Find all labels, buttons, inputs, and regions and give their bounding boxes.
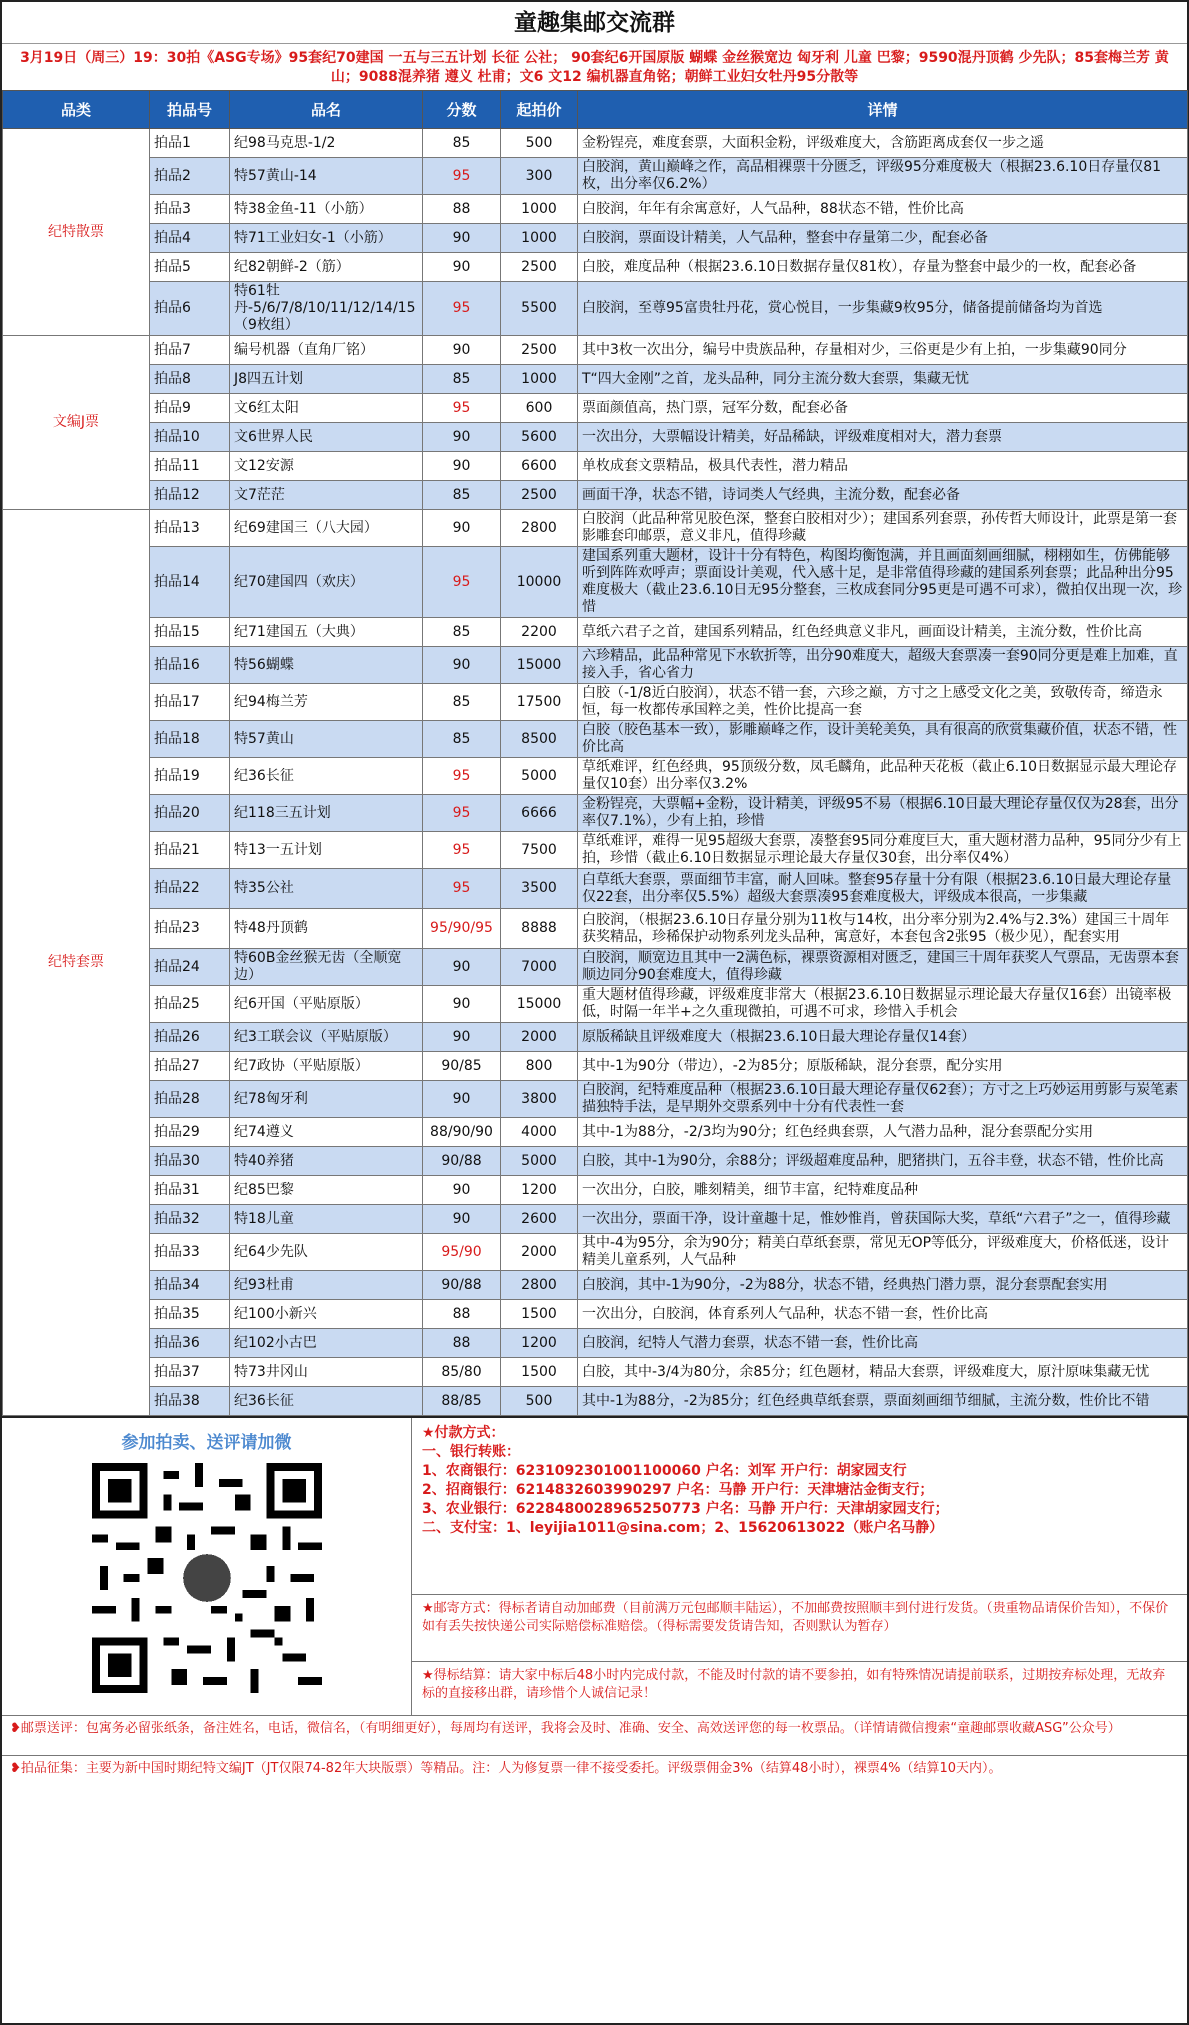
lot-cell: 拍品17 <box>150 684 230 721</box>
score-cell: 90 <box>423 336 501 365</box>
name-cell: 特13一五计划 <box>230 832 423 869</box>
detail-cell: 其中-1为88分，-2/3均为90分；红色经典套票，人气潜力品种，混分套票配分实用 <box>578 1118 1188 1147</box>
detail-cell: 票面颜值高，热门票，冠军分数，配套必备 <box>578 394 1188 423</box>
score-cell: 90/88 <box>423 1271 501 1300</box>
price-cell: 2200 <box>501 618 578 647</box>
lot-cell: 拍品25 <box>150 986 230 1023</box>
lot-cell: 拍品3 <box>150 195 230 224</box>
name-cell: 纪94梅兰芳 <box>230 684 423 721</box>
lot-cell: 拍品5 <box>150 253 230 282</box>
price-cell: 3800 <box>501 1081 578 1118</box>
lot-cell: 拍品29 <box>150 1118 230 1147</box>
table-row <box>3 423 1188 452</box>
price-cell: 7500 <box>501 832 578 869</box>
price-cell: 2000 <box>501 1234 578 1271</box>
detail-cell: 金粉锃亮，大票幅+金粉，设计精美，评级95不易（根据6.10日最大理论存量仅仅为28套，出分率仅7.1%），少有上拍，珍惜 <box>578 795 1188 832</box>
table-row <box>3 1358 1188 1387</box>
name-cell: 特73井冈山 <box>230 1358 423 1387</box>
detail-cell: 一次出分，白胶，雕刻精美，细节丰富，纪特难度品种 <box>578 1176 1188 1205</box>
lot-cell: 拍品20 <box>150 795 230 832</box>
price-cell: 500 <box>501 1387 578 1416</box>
lot-cell: 拍品2 <box>150 158 230 195</box>
price-cell: 2600 <box>501 1205 578 1234</box>
name-cell: 特38金鱼-11（小筋） <box>230 195 423 224</box>
price-cell: 1200 <box>501 1329 578 1358</box>
table-row <box>3 365 1188 394</box>
lot-cell: 拍品18 <box>150 721 230 758</box>
table-row <box>3 1300 1188 1329</box>
score-cell: 90/88 <box>423 1147 501 1176</box>
score-cell: 88 <box>423 1300 501 1329</box>
price-cell: 4000 <box>501 1118 578 1147</box>
detail-cell: 金粉锃亮，难度套票，大面积金粉，评级难度大，含筋距离成套仅一步之遥 <box>578 129 1188 158</box>
detail-cell: 草纸难评，红色经典，95顶级分数，凤毛麟角，此品种天花板（截止6.10日数据显示最大理论存量仅10套）出分率仅3.2% <box>578 758 1188 795</box>
name-cell: 纪93杜甫 <box>230 1271 423 1300</box>
detail-cell: 白胶，其中-3/4为80分，余85分；红色题材，精品大套票，评级难度大，原汁原味集藏无忧 <box>578 1358 1188 1387</box>
score-cell: 95 <box>423 282 501 336</box>
price-cell: 8500 <box>501 721 578 758</box>
table-header-row <box>3 91 1188 129</box>
name-cell: 特35公社 <box>230 869 423 909</box>
payment-line: 二、支付宝：1、leyijia1011@sina.com；2、15620613022（账户名马静） <box>422 1520 944 1536</box>
name-cell: 特40养猪 <box>230 1147 423 1176</box>
score-cell: 90 <box>423 224 501 253</box>
price-cell: 1500 <box>501 1300 578 1329</box>
detail-cell: 白草纸大套票，票面细节丰富，耐人回味。整套95存量十分有限（根据23.6.10日最大理论存量仅22套，出分率仅5.5%）超级大套票凑95套难度极大，评级成本很高，一步集藏 <box>578 869 1188 909</box>
table-row <box>3 510 1188 547</box>
detail-cell: 建国系列重大题材，设计十分有特色，构图均衡饱满，并且画面刻画细腻，栩栩如生，仿佛能够听到阵阵欢呼声；票面设计美观，代入感十足，是非常值得珍藏的建国系列套票；此品种出分95难度极大（截止23.6.10日无95分整套，三枚成套同分95更是可遇不可求），微拍仅出现一次，珍惜 <box>578 547 1188 618</box>
detail-cell: 白胶润，纪特难度品种（根据23.6.10日最大理论存量仅62套）；方寸之上巧妙运用剪影与炭笔素描独特手法，是早期外交票系列中十分有代表性一套 <box>578 1081 1188 1118</box>
price-cell: 2500 <box>501 336 578 365</box>
score-cell: 90 <box>423 423 501 452</box>
price-cell: 1200 <box>501 1176 578 1205</box>
lot-cell: 拍品27 <box>150 1052 230 1081</box>
lot-cell: 拍品8 <box>150 365 230 394</box>
lot-cell: 拍品36 <box>150 1329 230 1358</box>
score-cell: 85 <box>423 365 501 394</box>
detail-cell: 白胶，其中-1为90分，余88分；评级超难度品种，肥猪拱门，五谷丰登，状态不错，性价比高 <box>578 1147 1188 1176</box>
table-row <box>3 158 1188 195</box>
name-cell: 文12安源 <box>230 452 423 481</box>
lot-cell: 拍品4 <box>150 224 230 253</box>
table-row <box>3 986 1188 1023</box>
score-cell: 95 <box>423 795 501 832</box>
score-cell: 95/90 <box>423 1234 501 1271</box>
payment-line: 3、农业银行：6228480028965250773 户名：马静 开户行：天津胡家园支行； <box>422 1501 949 1517</box>
name-cell: 纪118三五计划 <box>230 795 423 832</box>
price-cell: 17500 <box>501 684 578 721</box>
score-cell: 95 <box>423 158 501 195</box>
name-cell: 纪36长征 <box>230 758 423 795</box>
name-cell: 特71工业妇女-1（小筋） <box>230 224 423 253</box>
detail-cell: 白胶润，至尊95富贵牡丹花，赏心悦目，一步集藏9枚95分，储备提前储备均为首选 <box>578 282 1188 336</box>
name-cell: 特57黄山 <box>230 721 423 758</box>
score-cell: 90 <box>423 1023 501 1052</box>
detail-cell: 单枚成套文票精品，极具代表性，潜力精品 <box>578 452 1188 481</box>
lot-cell: 拍品14 <box>150 547 230 618</box>
score-cell: 90 <box>423 986 501 1023</box>
table-body <box>3 129 1188 1416</box>
payment-title: ★付款方式： <box>422 1425 505 1441</box>
score-cell: 90/85 <box>423 1052 501 1081</box>
detail-cell: 白胶润，纪特人气潜力套票，状态不错一套，性价比高 <box>578 1329 1188 1358</box>
detail-cell: 一次出分，票面干净，设计童趣十足，惟妙惟肖，曾获国际大奖，草纸“六君子”之一，值得珍藏 <box>578 1205 1188 1234</box>
table-row <box>3 618 1188 647</box>
lot-cell: 拍品19 <box>150 758 230 795</box>
payment-section <box>412 1418 1187 1595</box>
detail-cell: 原版稀缺且评级难度大（根据23.6.10日最大理论存量仅14套） <box>578 1023 1188 1052</box>
price-cell: 5500 <box>501 282 578 336</box>
score-cell: 95 <box>423 547 501 618</box>
qr-code-icon <box>92 1463 322 1693</box>
lot-cell: 拍品33 <box>150 1234 230 1271</box>
price-cell: 5000 <box>501 1147 578 1176</box>
header-detail: 详情 <box>578 91 1188 129</box>
detail-cell: 白胶润，顺宽边且其中一2满色标，裸票资源相对匮乏，建国三十周年获奖人气票品，无齿票本套顺边同分90套难度大，值得珍藏 <box>578 949 1188 986</box>
name-cell: 特18儿童 <box>230 1205 423 1234</box>
lot-cell: 拍品30 <box>150 1147 230 1176</box>
lot-cell: 拍品21 <box>150 832 230 869</box>
price-cell: 6600 <box>501 452 578 481</box>
score-cell: 95 <box>423 394 501 423</box>
lot-cell: 拍品15 <box>150 618 230 647</box>
detail-cell: 重大题材值得珍藏，评级难度非常大（根据23.6.10日数据显示理论最大存量仅16套）出镜率极低，时隔一年半+之久重现微拍，可遇不可求，珍惜入手机会 <box>578 986 1188 1023</box>
table-row <box>3 129 1188 158</box>
name-cell: 纪6开国（平贴原版） <box>230 986 423 1023</box>
lot-cell: 拍品28 <box>150 1081 230 1118</box>
lot-cell: 拍品10 <box>150 423 230 452</box>
category-cell: 纪特套票 <box>3 510 150 1416</box>
price-cell: 8888 <box>501 909 578 949</box>
lot-cell: 拍品38 <box>150 1387 230 1416</box>
score-cell: 88 <box>423 195 501 224</box>
price-cell: 800 <box>501 1052 578 1081</box>
name-cell: 纪78匈牙利 <box>230 1081 423 1118</box>
category-cell: 文编J票 <box>3 336 150 510</box>
detail-cell: 其中-4为95分，余为90分；精美白草纸套票，常见无OP等低分，评级难度大，价格低迷，设计精美儿童系列，人气品种 <box>578 1234 1188 1271</box>
name-cell: 纪82朝鲜-2（筋） <box>230 253 423 282</box>
detail-cell: 其中-1为88分，-2为85分；红色经典草纸套票，票面刻画细节细腻，主流分数，性价比不错 <box>578 1387 1188 1416</box>
table-row <box>3 195 1188 224</box>
score-cell: 85 <box>423 618 501 647</box>
detail-cell: 一次出分，大票幅设计精美，好品稀缺，评级难度相对大，潜力套票 <box>578 423 1188 452</box>
lot-cell: 拍品37 <box>150 1358 230 1387</box>
name-cell: 纪102小古巴 <box>230 1329 423 1358</box>
lot-cell: 拍品6 <box>150 282 230 336</box>
detail-cell: 白胶（-1/8近白胶润），状态不错一套，六珍之巅，方寸之上感受文化之美，致敬传奇，缔造永恒，每一枚都传承国粹之美，性价比提高一套 <box>578 684 1188 721</box>
lot-cell: 拍品26 <box>150 1023 230 1052</box>
detail-cell: 白胶（胶色基本一致），影雕巅峰之作，设计美轮美奂，具有很高的欣赏集藏价值，状态不错，性价比高 <box>578 721 1188 758</box>
name-cell: 文7茫茫 <box>230 481 423 510</box>
price-cell: 15000 <box>501 647 578 684</box>
price-cell: 6666 <box>501 795 578 832</box>
bottom-section <box>2 1416 1187 1715</box>
price-cell: 15000 <box>501 986 578 1023</box>
detail-cell: 草纸六君子之首，建国系列精品，红色经典意义非凡，画面设计精美，主流分数，性价比高 <box>578 618 1188 647</box>
price-cell: 2800 <box>501 1271 578 1300</box>
lot-cell: 拍品7 <box>150 336 230 365</box>
price-cell: 2500 <box>501 481 578 510</box>
table-row <box>3 224 1188 253</box>
detail-cell: 一次出分，白胶润，体育系列人气品种，状态不错一套，性价比高 <box>578 1300 1188 1329</box>
name-cell: 编号机器（直角厂铭） <box>230 336 423 365</box>
price-cell: 2800 <box>501 510 578 547</box>
table-row <box>3 1271 1188 1300</box>
header-lot: 拍品号 <box>150 91 230 129</box>
price-cell: 10000 <box>501 547 578 618</box>
lot-cell: 拍品24 <box>150 949 230 986</box>
name-cell: 纪85巴黎 <box>230 1176 423 1205</box>
price-cell: 5000 <box>501 758 578 795</box>
table-row <box>3 336 1188 365</box>
price-cell: 2000 <box>501 1023 578 1052</box>
payment-bank-title: 一、银行转账： <box>422 1444 520 1460</box>
score-cell: 90 <box>423 253 501 282</box>
score-cell: 88/85 <box>423 1387 501 1416</box>
name-cell: J8四五计划 <box>230 365 423 394</box>
mail-section: ★邮寄方式：得标者请自动加邮费（目前满万元包邮顺丰陆运），不加邮费按照顺丰到付进行发货。（贵重物品请保价告知），不保价如有丢失按快递公司实际赔偿标准赔偿。（得标需要发货请告知，否则默认为暂存） <box>412 1595 1187 1663</box>
lot-cell: 拍品13 <box>150 510 230 547</box>
lot-cell: 拍品32 <box>150 1205 230 1234</box>
name-cell: 纪100小新兴 <box>230 1300 423 1329</box>
score-cell: 90 <box>423 510 501 547</box>
payment-line: 1、农商银行：6231092301001100060 户名：刘军 开户行：胡家园支行 <box>422 1463 907 1479</box>
name-cell: 纪71建国五（大典） <box>230 618 423 647</box>
table-row <box>3 721 1188 758</box>
price-cell: 500 <box>501 129 578 158</box>
payment-line: 2、招商银行：6214832603990297 户名：马静 开户行：天津塘沽金街支行； <box>422 1482 934 1498</box>
score-cell: 90 <box>423 1176 501 1205</box>
collection-footer <box>2 1755 1187 1795</box>
lot-cell: 拍品34 <box>150 1271 230 1300</box>
name-cell: 纪74遵义 <box>230 1118 423 1147</box>
page-title: 童趣集邮交流群 <box>2 2 1187 44</box>
score-cell: 95 <box>423 758 501 795</box>
price-cell: 7000 <box>501 949 578 986</box>
table-row <box>3 452 1188 481</box>
collection-text: ❥拍品征集：主要为新中国时期纪特文编JT（JT仅限74-82年大块版票）等精品。注：人为修复票一律不接受委托。评级票佣金3%（结算48小时），裸票4%（结算10天内）。 <box>10 1761 1002 1776</box>
name-cell: 特60B金丝猴无齿（全顺宽边） <box>230 949 423 986</box>
name-cell: 文6世界人民 <box>230 423 423 452</box>
header-category: 品类 <box>3 91 150 129</box>
detail-cell: 白胶润，（根据23.6.10日存量分别为11枚与14枚，出分率分别为2.4%与2.3%）建国三十周年获奖精品，珍稀保护动物系列龙头品种，寓意好，本套包含2张95（极少见），配套实用 <box>578 909 1188 949</box>
detail-cell: 白胶润，票面设计精美，人气品种，整套中存量第二少，配套必备 <box>578 224 1188 253</box>
table-row <box>3 547 1188 618</box>
score-cell: 90 <box>423 1081 501 1118</box>
table-row <box>3 282 1188 336</box>
table-row <box>3 394 1188 423</box>
detail-cell: 白胶润（此品种常见胶色深，整套白胶相对少）；建国系列套票，孙传哲大师设计，此票是第一套影雕套印邮票，意义非凡，值得珍藏 <box>578 510 1188 547</box>
table-row <box>3 1329 1188 1358</box>
lot-cell: 拍品35 <box>150 1300 230 1329</box>
table-row <box>3 795 1188 832</box>
name-cell: 文6红太阳 <box>230 394 423 423</box>
lot-cell: 拍品12 <box>150 481 230 510</box>
table-row <box>3 1023 1188 1052</box>
detail-cell: 白胶润，其中-1为90分，-2为88分，状态不错，经典热门潜力票，混分套票配套实用 <box>578 1271 1188 1300</box>
header-name: 品名 <box>230 91 423 129</box>
name-cell: 纪36长征 <box>230 1387 423 1416</box>
price-cell: 1000 <box>501 195 578 224</box>
settle-section: ★得标结算：请大家中标后48小时内完成付款，不能及时付款的请不要参拍，如有特殊情况请提前联系，过期按弃标处理，无故弃标的直接移出群，请珍惜个人诚信记录！ <box>422 1668 1166 1702</box>
name-cell: 纪69建国三（八大园） <box>230 510 423 547</box>
score-cell: 90 <box>423 452 501 481</box>
name-cell: 特56蝴蝶 <box>230 647 423 684</box>
price-cell: 5600 <box>501 423 578 452</box>
price-cell: 1000 <box>501 365 578 394</box>
detail-cell: 草纸难评，难得一见95超级大套票，凑整套95同分难度巨大，重大题材潜力品种，95同分少有上拍，珍惜（截止6.10日数据显示理论最大存量仅30套，出分率仅4%） <box>578 832 1188 869</box>
table-row <box>3 1081 1188 1118</box>
name-cell: 纪70建国四（欢庆） <box>230 547 423 618</box>
score-cell: 85 <box>423 129 501 158</box>
table-row <box>3 1205 1188 1234</box>
price-cell: 600 <box>501 394 578 423</box>
price-cell: 2500 <box>501 253 578 282</box>
detail-cell: 其中-1为90分（带边），-2为85分；原版稀缺，混分套票，配分实用 <box>578 1052 1188 1081</box>
name-cell: 纪98马克思-1/2 <box>230 129 423 158</box>
name-cell: 纪64少先队 <box>230 1234 423 1271</box>
lot-cell: 拍品22 <box>150 869 230 909</box>
auction-table <box>2 90 1188 1416</box>
info-panel <box>412 1418 1187 1715</box>
table-row <box>3 1176 1188 1205</box>
score-cell: 88 <box>423 1329 501 1358</box>
auction-notice: 3月19日（周三）19：30拍《ASG专场》95套纪70建国 一五与三五计划 长征 公社； 90套纪6开国原版 蝴蝶 金丝猴宽边 匈牙利 儿童 巴黎；9590混丹顶鹤 少先队；85套梅兰芳 黄山；9088混养猪 遵义 杜甫；文6 文12 编机器直角铭；朝鲜工业妇女牡丹95分散等 <box>20 50 1169 85</box>
lot-cell: 拍品11 <box>150 452 230 481</box>
appraisal-footer <box>2 1715 1187 1755</box>
name-cell: 特57黄山-14 <box>230 158 423 195</box>
detail-cell: 白胶，难度品种（根据23.6.10日数据存量仅81枚），存量为整套中最少的一枚，配套必备 <box>578 253 1188 282</box>
table-row <box>3 1234 1188 1271</box>
lot-cell: 拍品9 <box>150 394 230 423</box>
score-cell: 95 <box>423 832 501 869</box>
price-cell: 1000 <box>501 224 578 253</box>
detail-cell: 其中3枚一次出分，编号中贵族品种，存量相对少，三俗更是少有上拍，一步集藏90同分 <box>578 336 1188 365</box>
score-cell: 95 <box>423 869 501 909</box>
price-cell: 300 <box>501 158 578 195</box>
score-cell: 85 <box>423 721 501 758</box>
name-cell: 特48丹顶鹤 <box>230 909 423 949</box>
table-row <box>3 869 1188 909</box>
lot-cell: 拍品16 <box>150 647 230 684</box>
detail-cell: T“四大金刚”之首，龙头品种，同分主流分数大套票，集藏无忧 <box>578 365 1188 394</box>
category-cell: 纪特散票 <box>3 129 150 336</box>
score-cell: 95/90/95 <box>423 909 501 949</box>
table-row <box>3 832 1188 869</box>
score-cell: 85/80 <box>423 1358 501 1387</box>
table-row <box>3 253 1188 282</box>
header-score: 分数 <box>423 91 501 129</box>
detail-cell: 画面干净，状态不错，诗词类人气经典，主流分数，配套必备 <box>578 481 1188 510</box>
table-row <box>3 684 1188 721</box>
score-cell: 85 <box>423 684 501 721</box>
price-cell: 3500 <box>501 869 578 909</box>
name-cell: 纪7政协（平贴原版） <box>230 1052 423 1081</box>
table-row <box>3 647 1188 684</box>
detail-cell: 六珍精品，此品种常见下水软折等，出分90难度大，超级大套票凑一套90同分更是难上加难，直接入手，省心省力 <box>578 647 1188 684</box>
table-row <box>3 1118 1188 1147</box>
lot-cell: 拍品23 <box>150 909 230 949</box>
score-cell: 88/90/90 <box>423 1118 501 1147</box>
price-cell: 1500 <box>501 1358 578 1387</box>
header-price: 起拍价 <box>501 91 578 129</box>
detail-cell: 白胶润，黄山巅峰之作，高品相裸票十分匮乏，评级95分难度极大（根据23.6.10日存量仅81枚，出分率仅6.2%） <box>578 158 1188 195</box>
detail-cell: 白胶润，年年有余寓意好，人气品种，88状态不错，性价比高 <box>578 195 1188 224</box>
qr-label: 参加拍卖、送评请加微 <box>121 1433 292 1453</box>
lot-cell: 拍品31 <box>150 1176 230 1205</box>
score-cell: 90 <box>423 949 501 986</box>
table-row <box>3 1147 1188 1176</box>
table-row <box>3 481 1188 510</box>
table-row <box>3 758 1188 795</box>
table-row <box>3 949 1188 986</box>
qr-panel <box>2 1418 412 1715</box>
lot-cell: 拍品1 <box>150 129 230 158</box>
score-cell: 90 <box>423 1205 501 1234</box>
score-cell: 90 <box>423 647 501 684</box>
name-cell: 特61牡丹-5/6/7/8/10/11/12/14/15（9枚组） <box>230 282 423 336</box>
table-row <box>3 909 1188 949</box>
table-row <box>3 1387 1188 1416</box>
table-row <box>3 1052 1188 1081</box>
appraisal-text: ❥邮票送评：包寓务必留张纸条，备注姓名，电话，微信名，（有明细更好），每周均有送评，我将会及时、准确、安全、高效送评您的每一枚票品。（详情请微信搜索“童趣邮票收藏ASG”公众号） <box>10 1721 1121 1736</box>
name-cell: 纪3工联会议（平贴原版） <box>230 1023 423 1052</box>
score-cell: 85 <box>423 481 501 510</box>
